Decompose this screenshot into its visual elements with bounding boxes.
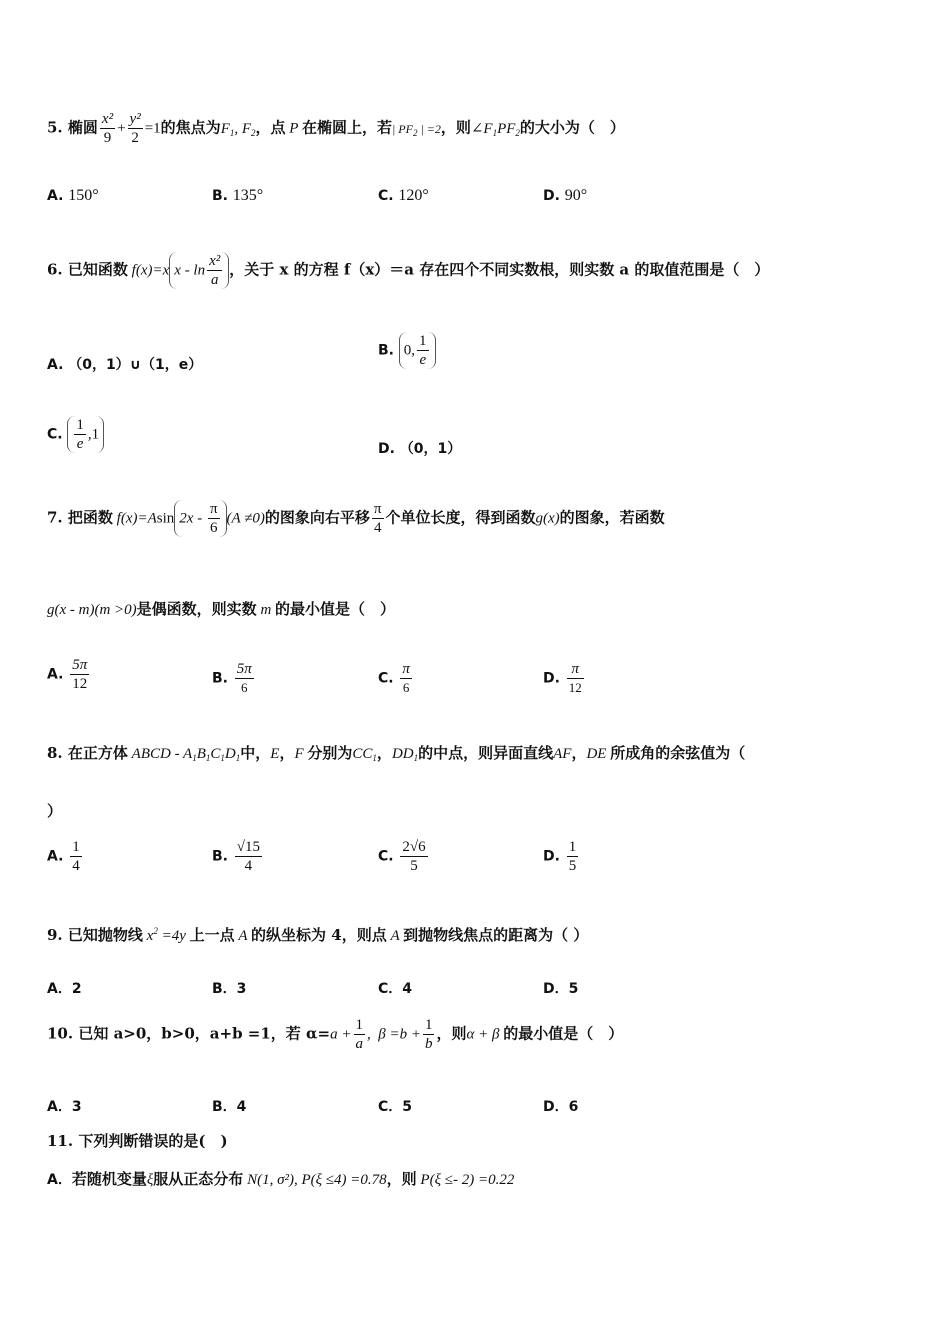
question-text: ，点: [255, 118, 286, 137]
question-text: 是偶函数，则实数: [136, 600, 257, 618]
question-number: 6.: [47, 260, 63, 279]
question-text: 在正方体: [67, 744, 128, 762]
question-7-continued: g(x - m)(m >0)是偶函数，则实数 m 的最小值是（ ）: [47, 600, 396, 618]
option-c: C．5: [378, 1099, 413, 1115]
question-number: 7.: [47, 508, 63, 527]
question-text: 把函数: [67, 508, 113, 527]
question-text: 的焦点为: [160, 118, 221, 137]
option-c: C. $\frac{2√6}{5}$: [378, 839, 426, 874]
math-parentheses: $\frac{1}{e}$ ,1: [67, 416, 104, 453]
option-text: 服从正态分布: [153, 1170, 244, 1188]
math-parentheses: 2x - $\frac{\pi}{6}$: [174, 500, 226, 537]
question-text: 的大小为（ ）: [519, 118, 625, 137]
question-text: 的中点，则异面直线: [418, 744, 554, 762]
option-b: B. $\frac{5\pi}{6}$: [212, 661, 252, 695]
math-fraction: $\frac{\text{x²}}{9}$: [101, 111, 114, 146]
question-text: 已知 a>0，b>0，a+b =1，若 α=: [78, 1024, 331, 1043]
option-d: D. $\frac{1}{5}$: [543, 839, 577, 874]
question-text: 的最小值是（ ）: [275, 600, 396, 618]
option-text: ，则: [386, 1170, 417, 1188]
question-text: 已知抛物线: [67, 926, 143, 944]
question-text: 的图象向右平移: [264, 508, 370, 527]
question-number: 10.: [47, 1024, 74, 1043]
option-a: A．若随机变量ξ服从正态分布 N(1, σ²), P(ξ ≤4) =0.78，则 P(ξ ≤- 2) =0.22: [47, 1170, 515, 1188]
option-a: A．2: [47, 981, 82, 997]
option-a: A. $\frac{5\pi}{12}$: [47, 657, 88, 692]
question-11: [47, 1130, 228, 1151]
question-8-continued: ）: [47, 802, 63, 820]
question-text: 的纵坐标为 4，则点: [251, 926, 387, 944]
question-text: 的图象，若函数: [559, 508, 665, 527]
option-d: D．6: [543, 1099, 579, 1115]
question-text: ，: [571, 744, 587, 762]
option-c: C．4: [378, 981, 413, 997]
question-text: 上一点: [189, 926, 235, 944]
option-b: B. 135°: [212, 187, 264, 204]
question-text: 在椭圆上，若: [301, 118, 392, 137]
option-c: C. 120°: [378, 187, 429, 204]
question-text: 中，: [240, 744, 271, 762]
option-c: C. $\frac{\pi}{6}$: [378, 661, 410, 695]
question-text: ，关于 x 的方程 f（x）＝a 存在四个不同实数根，则实数 a 的取值范围是（ ）: [229, 260, 770, 279]
question-text: 下列判断错误的是( ): [78, 1132, 228, 1150]
option-text: 若随机变量: [71, 1170, 147, 1188]
question-text: ，: [279, 744, 295, 762]
question-8: 8. 在正方体 ABCD - $A_1B_1C_1D_1$中，E，F 分别为$CC_1$，$DD_1$的中点，则异面直线AF，DE 所成角的余弦值为（: [47, 744, 746, 763]
question-text: ，则: [440, 118, 471, 137]
option-b: B. 0, $\frac{1}{e}$: [378, 332, 436, 369]
question-text: 分别为: [307, 744, 353, 762]
question-text: ，: [376, 744, 392, 762]
option-b: B. $\frac{√15}{4}$: [212, 839, 261, 874]
option-b: B．4: [212, 1099, 247, 1115]
question-number: 8.: [47, 744, 63, 762]
option-d: D. $\frac{\pi}{12}$: [543, 661, 582, 695]
option-d: D. （0，1）: [378, 441, 462, 457]
question-7: 7. 把函数 f(x)=Asin 2x - $\frac{\pi}{6}$ (A ≠0)的图象向右平移 $\frac{\pi}{4}$ 个单位长度，得到函数g(x)的图象，若函数: [47, 501, 665, 536]
option-a: A．3: [47, 1099, 82, 1115]
option-a: A. （0，1）∪（1，e）: [47, 357, 203, 373]
question-text: 所成角的余弦值为（: [610, 744, 746, 762]
math-parentheses: x - ln $\frac{\text{x²}}{a}$: [169, 252, 229, 289]
question-5: 5. 椭圆 $\frac{\text{x²}}{9}$ + $\frac{\text{y²}}{2}$ =1的焦点为$F_1$, $F_2$，点 P 在椭圆上，若| $PF_2$ | =2，则$\angle F_1PF_2$的大小为（ ）: [47, 111, 625, 146]
question-number: 5.: [47, 118, 63, 137]
question-10: 10. 已知 a>0，b>0，a+b =1，若 α=a + $\frac{1}{a}$ , β =b + $\frac{1}{b}$ ，则α + β 的最小值是（ ）: [47, 1017, 624, 1052]
question-text: 椭圆: [67, 118, 98, 137]
question-text: 个单位长度，得到函数: [385, 508, 536, 527]
math-parentheses: 0, $\frac{1}{e}$: [399, 332, 436, 369]
question-number: 9.: [47, 926, 63, 944]
math-fraction: $\frac{\text{y²}}{2}$: [129, 111, 141, 146]
question-text: 到抛物线焦点的距离为（ ）: [403, 926, 589, 944]
option-c: C. $\frac{1}{e}$ ,1: [47, 416, 104, 453]
option-a: A. $\frac{1}{4}$: [47, 839, 80, 874]
option-b: B．3: [212, 981, 247, 997]
question-6: 6. 已知函数 f(x)=x x - ln $\frac{\text{x²}}{a}$ ，关于 x 的方程 f（x）＝a 存在四个不同实数根，则实数 a 的取值范围是（ ）: [47, 253, 770, 288]
question-number: 11.: [47, 1132, 74, 1150]
question-text: 的最小值是（ ）: [503, 1024, 624, 1043]
question-text: 已知函数: [67, 260, 128, 279]
option-d: D. 90°: [543, 187, 588, 204]
option-a: A. 150°: [47, 187, 99, 204]
option-d: D．5: [543, 981, 579, 997]
question-9: 9. 已知抛物线 $x^2 =4y$ 上一点 A 的纵坐标为 4，则点 A 到抛物线焦点的距离为（ ）: [47, 926, 589, 944]
question-text: ，则: [436, 1024, 467, 1043]
